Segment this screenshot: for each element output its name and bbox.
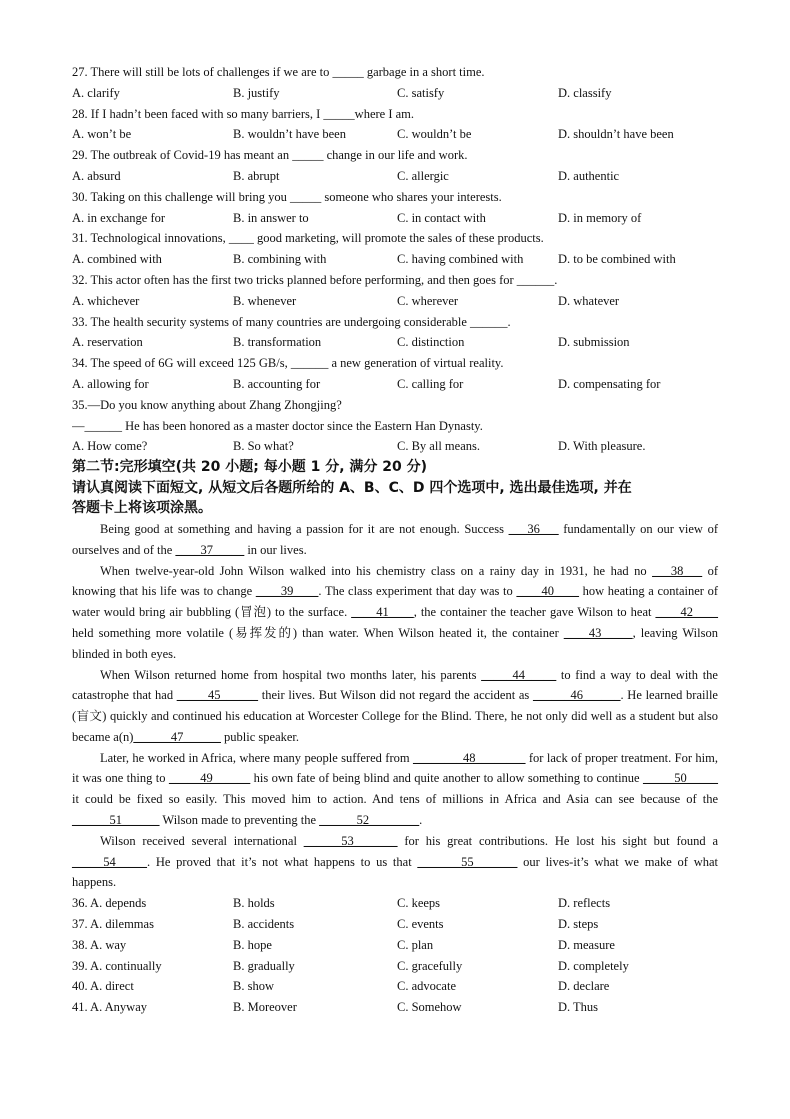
option-d: D. reflects xyxy=(558,896,611,911)
option-c: C. distinction xyxy=(397,335,465,350)
option-b: B. accidents xyxy=(233,917,295,932)
options-41 xyxy=(72,997,718,1018)
option-d: D. authentic xyxy=(558,168,620,183)
blank-44: _____44_____ xyxy=(481,667,557,682)
question-31: 31. Technological innovations, ____ good marketing, will promote the sales of these products. xyxy=(72,231,544,246)
option-d: D. With pleasure. xyxy=(558,439,646,454)
passage-paragraph-1: Being good at something and having a passion for it are not enough. Success ___36___ fundamentally on our view of ourselves and of the ____37_____ in our lives. xyxy=(72,521,718,557)
option-a: 39. A. continually xyxy=(72,958,162,973)
option-b: B. Moreover xyxy=(233,1000,297,1015)
question-27: 27. There will still be lots of challenges if we are to _____ garbage in a short time. xyxy=(72,65,485,79)
options-35 xyxy=(72,436,718,457)
option-b: B. transformation xyxy=(233,335,322,350)
option-d: D. Thus xyxy=(558,1000,599,1015)
blank-36: ___36___ xyxy=(508,521,559,536)
option-c: C. satisfy xyxy=(397,85,445,100)
section-instruction: 请认真阅读下面短文, 从短文后各题所给的 A、B、C、D 四个选项中, 选出最佳选项, 并在 xyxy=(72,479,632,496)
question-29: 29. The outbreak of Covid-19 has meant an _____ change in our life and work. xyxy=(72,148,468,163)
option-c: C. plan xyxy=(397,937,434,952)
blank-40: ____40____ xyxy=(516,584,579,599)
option-b: B. show xyxy=(233,979,274,994)
blank-48: ________48________ xyxy=(413,750,526,765)
option-d: D. compensating for xyxy=(558,376,661,391)
section-instruction-cont: 答题卡上将该项涂黑。 xyxy=(72,500,212,517)
option-c: C. wouldn’t be xyxy=(397,127,472,142)
option-b: B. holds xyxy=(233,896,275,911)
option-c: C. calling for xyxy=(397,376,464,391)
option-a: A. allowing for xyxy=(72,376,149,391)
options-33 xyxy=(72,332,718,353)
option-a: A. reservation xyxy=(72,335,143,350)
option-a: A. won’t be xyxy=(72,127,132,142)
option-b: B. accounting for xyxy=(233,376,321,391)
blank-45: _____45______ xyxy=(176,688,259,703)
option-a: 40. A. direct xyxy=(72,979,134,994)
options-40 xyxy=(72,976,718,997)
blank-54: _____54_____ xyxy=(72,854,147,869)
option-a: 36. A. depends xyxy=(72,896,147,911)
option-d: D. shouldn’t have been xyxy=(558,127,674,142)
passage-paragraph-5: Wilson received several international ______53_______ for his great contributions. He lost his sight but found a _____54_____. He proved that it’s not what happens to us that _______55_______ our lives-it’s what we make of what happens. xyxy=(72,833,718,890)
blank-51: ______51______ xyxy=(72,813,160,828)
passage-paragraph-4: Later, he worked in Africa, where many people suffered from ________48________ for lack of proper treatment. For him, it was one thing to _____49______ his own fate of being blind and quite another to allow something to continue _____50_____ it could be fixed so easily. This moved him to action. And tens of millions in Africa and Asia can see because of the ______51______ Wilson made to preventing the ______52________. xyxy=(72,750,718,828)
option-b: B. whenever xyxy=(233,293,297,308)
option-d: D. in memory of xyxy=(558,210,642,225)
blank-55: _______55_______ xyxy=(417,854,518,869)
option-c: C. keeps xyxy=(397,896,441,911)
options-31 xyxy=(72,249,718,270)
option-c: C. allergic xyxy=(397,168,449,183)
passage-paragraph-3: When Wilson returned home from hospital two months later, his parents _____44_____ to find a way to deal with the catastrophe that had _____45______ their lives. But Wilson did not regard the accident as ______46______. He learned braille (盲文) quickly and continued his education at Worcester College for the Blind. There, he not only did well as a student but also became a(n)______47______ public speaker. xyxy=(72,667,718,744)
option-c: C. wherever xyxy=(397,293,459,308)
option-d: D. declare xyxy=(558,979,610,994)
blank-53: ______53_______ xyxy=(303,833,398,848)
blank-49: _____49______ xyxy=(168,771,251,786)
option-c: C. in contact with xyxy=(397,210,486,225)
option-a: A. absurd xyxy=(72,168,121,183)
option-a: 38. A. way xyxy=(72,937,127,952)
blank-46: ______46______ xyxy=(532,688,621,703)
cloze-options xyxy=(72,893,718,1018)
exam-page xyxy=(72,62,718,1018)
option-d: D. measure xyxy=(558,937,615,952)
blank-52: ______52________ xyxy=(319,813,420,828)
blank-37: ____37_____ xyxy=(175,542,245,557)
option-d: D. submission xyxy=(558,335,630,350)
blank-38: ___38___ xyxy=(652,563,703,578)
option-c: C. having combined with xyxy=(397,252,524,267)
option-b: B. abrupt xyxy=(233,168,280,183)
option-c: C. By all means. xyxy=(397,439,480,454)
blank-41: ____41____ xyxy=(351,605,414,620)
option-a: 37. A. dilemmas xyxy=(72,917,154,932)
option-d: D. whatever xyxy=(558,293,620,308)
option-c: C. Somehow xyxy=(397,1000,462,1015)
option-a: A. in exchange for xyxy=(72,210,166,225)
option-a: A. whichever xyxy=(72,293,140,308)
blank-39: ____39____ xyxy=(255,584,319,599)
blank-50: _____50_____ xyxy=(643,771,718,786)
option-d: D. to be combined with xyxy=(558,252,676,267)
options-39 xyxy=(72,956,718,977)
option-d: D. completely xyxy=(558,958,629,973)
question-30: 30. Taking on this challenge will bring you _____ someone who shares your interests. xyxy=(72,189,502,204)
option-c: C. advocate xyxy=(397,979,457,994)
options-27 xyxy=(72,83,718,104)
options-28 xyxy=(72,124,718,145)
blank-47: ______47______ xyxy=(133,729,221,744)
option-a: 41. A. Anyway xyxy=(72,1000,147,1015)
option-b: B. combining with xyxy=(233,252,327,267)
options-38 xyxy=(72,935,718,956)
question-32: 32. This actor often has the first two tricks planned before performing, and then goes for ______. xyxy=(72,272,558,287)
question-33: 33. The health security systems of many countries are undergoing considerable ______. xyxy=(72,314,511,329)
option-b: B. hope xyxy=(233,937,272,952)
option-b: B. So what? xyxy=(233,439,294,454)
passage-paragraph-2: When twelve-year-old John Wilson walked into his chemistry class on a rainy day in 1931, he had no ___38___ of knowing that his life was to change ____39____. The class experiment that day was to ____40____ how heating a container of water would bring air bubbling (冒泡) to the surface. ____41____, the container the teacher gave Wilson to heat ____42____ held something more volatile (易挥发的) than water. When Wilson heated it, the container ____43_____, leaving Wilson blinded in both eyes. xyxy=(72,563,719,661)
options-34 xyxy=(72,374,718,395)
question-28: 28. If I hadn’t been faced with so many barriers, I _____where I am. xyxy=(72,106,415,121)
options-32 xyxy=(72,291,718,312)
option-b: B. in answer to xyxy=(233,210,309,225)
option-c: C. gracefully xyxy=(397,958,463,973)
option-b: B. justify xyxy=(233,85,280,100)
options-29 xyxy=(72,166,718,187)
option-d: D. classify xyxy=(558,85,612,100)
options-36 xyxy=(72,893,718,914)
blank-42: ____42____ xyxy=(655,605,718,620)
option-a: A. clarify xyxy=(72,85,120,100)
option-b: B. gradually xyxy=(233,958,295,973)
option-a: A. How come? xyxy=(72,439,148,454)
question-34: 34. The speed of 6G will exceed 125 GB/s, ______ a new generation of virtual reality. xyxy=(72,356,504,371)
option-d: D. steps xyxy=(558,917,599,932)
question-35-reply: —______ He has been honored as a master doctor since the Eastern Han Dynasty. xyxy=(72,418,483,433)
options-37 xyxy=(72,914,718,935)
option-c: C. events xyxy=(397,917,444,932)
blank-43: ____43_____ xyxy=(563,625,633,640)
option-a: A. combined with xyxy=(72,252,162,267)
options-30 xyxy=(72,208,718,229)
section-title: 第二节:完形填空(共 20 小题; 每小题 1 分, 满分 20 分) xyxy=(72,459,428,476)
question-35: 35.—Do you know anything about Zhang Zhongjing? xyxy=(72,397,342,412)
option-b: B. wouldn’t have been xyxy=(233,127,346,142)
